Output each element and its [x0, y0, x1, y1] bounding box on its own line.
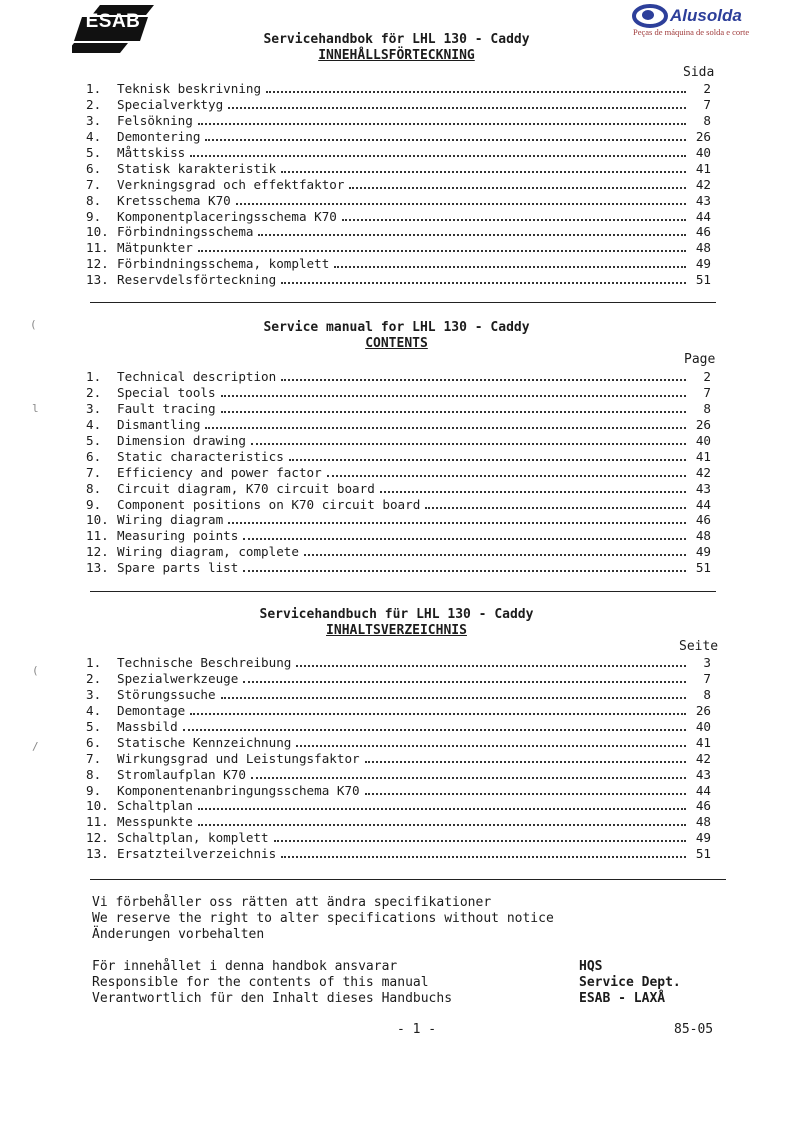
- dot-leader: [251, 433, 686, 445]
- dot-leader: [228, 512, 686, 524]
- dot-leader: [289, 449, 686, 461]
- toc-item-number: 7.: [86, 176, 102, 192]
- toc-item-page: 7: [703, 384, 711, 400]
- toc-item: [86, 369, 711, 385]
- toc-item-page: 43: [695, 192, 711, 208]
- toc-item: [86, 129, 711, 145]
- toc-item: [86, 560, 711, 576]
- toc-item-page: 40: [695, 432, 711, 448]
- toc-item-label: Wiring diagram, complete: [117, 544, 299, 560]
- toc-item-page: 42: [695, 176, 711, 192]
- toc-item: [86, 751, 711, 767]
- toc-item: [86, 512, 711, 528]
- toc-item: [86, 256, 711, 272]
- dot-leader: [205, 129, 686, 141]
- dot-leader: [198, 798, 686, 810]
- dot-leader: [190, 703, 686, 715]
- toc-item-label: Special tools: [117, 384, 216, 400]
- toc-item-page: 41: [695, 734, 711, 750]
- dot-leader: [304, 544, 686, 556]
- toc-list-en: [86, 369, 711, 576]
- toc-item-label: Verkningsgrad och effektfaktor: [117, 176, 345, 192]
- toc-item: [86, 145, 711, 161]
- toc-item-page: 44: [695, 782, 711, 798]
- dot-leader: [243, 528, 686, 540]
- toc-item-label: Ersatzteilverzeichnis: [117, 846, 277, 862]
- margin-mark: (: [32, 664, 39, 677]
- toc-item-number: 1.: [86, 81, 102, 96]
- responsibility-block: [92, 959, 452, 1007]
- toc-item-number: 8.: [86, 480, 102, 496]
- watermark-name: Alusolda: [670, 6, 742, 25]
- toc-item-page: 51: [695, 846, 711, 862]
- toc-item-page: 7: [703, 96, 711, 112]
- toc-item: [86, 449, 711, 465]
- dot-leader: [425, 497, 686, 509]
- toc-item-number: 1.: [86, 369, 102, 384]
- toc-item-label: Fault tracing: [117, 400, 216, 416]
- dot-leader: [198, 814, 686, 826]
- margin-mark: /: [32, 740, 39, 753]
- dot-leader: [380, 481, 686, 493]
- toc-item: [86, 671, 711, 687]
- toc-item-number: 1.: [86, 655, 102, 670]
- toc-item-page: 26: [695, 128, 711, 144]
- dot-leader: [365, 783, 686, 795]
- toc-item-page: 8: [703, 400, 711, 416]
- toc-item-page: 42: [695, 464, 711, 480]
- toc-item-label: Schaltplan, komplett: [117, 830, 269, 846]
- toc-item: [86, 161, 711, 177]
- toc-item: [86, 767, 711, 783]
- toc-item-page: 3: [703, 655, 711, 670]
- toc-item-page: 7: [703, 670, 711, 686]
- margin-mark: l: [32, 402, 39, 415]
- toc-item: [86, 224, 711, 240]
- toc-item-number: 5.: [86, 144, 102, 160]
- watermark-tagline: Peças de máquina de solda e corte: [633, 27, 750, 37]
- section-divider: [90, 879, 726, 880]
- toc-item: [86, 465, 711, 481]
- toc-item-label: Komponentenanbringungsschema K70: [117, 782, 360, 798]
- section-subtitle-sv: INNEHÅLLSFÖRTECKNING: [318, 48, 475, 63]
- toc-list-de: [86, 655, 711, 862]
- toc-item-label: Technische Beschreibung: [117, 655, 292, 670]
- toc-item-label: Spezialwerkzeuge: [117, 670, 239, 686]
- toc-item: [86, 272, 711, 288]
- dot-leader: [296, 735, 686, 747]
- toc-item-page: 26: [695, 416, 711, 432]
- toc-item-number: 9.: [86, 496, 102, 512]
- toc-item-label: Schaltplan: [117, 798, 193, 814]
- toc-item-page: 8: [703, 686, 711, 702]
- toc-item-page: 46: [695, 798, 711, 814]
- toc-item-label: Kretsschema K70: [117, 192, 231, 208]
- toc-item-page: 49: [695, 830, 711, 846]
- toc-item: [86, 703, 711, 719]
- toc-item: [86, 81, 711, 97]
- toc-item-label: Massbild: [117, 718, 178, 734]
- dot-leader: [349, 177, 686, 189]
- toc-item-label: Mätpunkter: [117, 240, 193, 256]
- department-block: [579, 959, 681, 1007]
- department-line: ESAB - LAXÅ: [579, 990, 666, 1006]
- toc-item-label: Störungssuche: [117, 686, 216, 702]
- toc-item-label: Dismantling: [117, 416, 201, 432]
- dot-leader: [365, 751, 686, 763]
- department-line: HQS: [579, 959, 603, 974]
- toc-item: [86, 719, 711, 735]
- dot-leader: [236, 193, 686, 205]
- toc-item-number: 2.: [86, 670, 102, 686]
- notice-line-en: We reserve the right to alter specifications without notice: [92, 910, 554, 926]
- toc-item-label: Förbindningsschema: [117, 224, 254, 240]
- toc-item-number: 4.: [86, 416, 102, 432]
- toc-item-label: Felsökning: [117, 112, 193, 128]
- dot-leader: [281, 846, 686, 858]
- toc-item-page: 2: [703, 81, 711, 96]
- toc-item-label: Static characteristics: [117, 448, 284, 464]
- margin-mark: (: [30, 318, 37, 331]
- toc-item: [86, 240, 711, 256]
- toc-item-label: Komponentplaceringsschema K70: [117, 208, 337, 224]
- toc-item: [86, 417, 711, 433]
- toc-item-number: 13.: [86, 272, 109, 288]
- toc-item: [86, 497, 711, 513]
- column-label-en: Page: [684, 352, 716, 367]
- toc-item-page: 49: [695, 544, 711, 560]
- dot-leader: [274, 830, 686, 842]
- toc-item-page: 48: [695, 814, 711, 830]
- notice-line-sv: Vi förbehåller oss rätten att ändra specifikationer: [92, 895, 492, 910]
- dot-leader: [296, 655, 686, 667]
- toc-item-page: 49: [695, 256, 711, 272]
- section-subtitle-de: INHALTSVERZEICHNIS: [326, 623, 467, 638]
- toc-item: [86, 528, 711, 544]
- toc-item: [86, 401, 711, 417]
- toc-item-label: Teknisk beskrivning: [117, 81, 262, 96]
- toc-item-page: 26: [695, 702, 711, 718]
- toc-item: [86, 655, 711, 671]
- toc-item: [86, 735, 711, 751]
- toc-item-label: Förbindningsschema, komplett: [117, 256, 330, 272]
- toc-item: [86, 687, 711, 703]
- toc-item-label: Technical description: [117, 369, 277, 384]
- toc-item-number: 3.: [86, 400, 102, 416]
- dot-leader: [183, 719, 686, 731]
- dot-leader: [198, 113, 686, 125]
- section-title-sv: Servicehandbok för LHL 130 - Caddy: [263, 32, 530, 47]
- toc-item-number: 5.: [86, 718, 102, 734]
- dot-leader: [281, 272, 686, 284]
- toc-item-page: 8: [703, 112, 711, 128]
- responsibility-line-de: Verantwortlich für den Inhalt dieses Handbuchs: [92, 990, 453, 1006]
- toc-item-label: Måttskiss: [117, 144, 186, 160]
- toc-item-label: Efficiency and power factor: [117, 464, 322, 480]
- toc-item: [86, 433, 711, 449]
- column-label-de: Seite: [679, 639, 719, 654]
- toc-item-label: Component positions on K70 circuit board: [117, 496, 421, 512]
- toc-item-label: Statisk karakteristik: [117, 160, 277, 176]
- dot-leader: [190, 145, 686, 157]
- toc-item: [86, 783, 711, 799]
- toc-item-number: 12.: [86, 544, 109, 560]
- toc-item-number: 10.: [86, 512, 109, 528]
- toc-item-number: 3.: [86, 686, 102, 702]
- toc-item-number: 3.: [86, 112, 102, 128]
- toc-item-number: 6.: [86, 448, 102, 464]
- section-title-en: Service manual for LHL 130 - Caddy: [263, 320, 530, 335]
- dot-leader: [221, 385, 686, 397]
- toc-item-label: Demontering: [117, 128, 201, 144]
- toc-item-label: Stromlaufplan K70: [117, 766, 246, 782]
- dot-leader: [342, 209, 686, 221]
- toc-item-page: 51: [695, 272, 711, 288]
- toc-item-number: 11.: [86, 528, 109, 544]
- toc-item-number: 12.: [86, 830, 109, 846]
- toc-item: [86, 113, 711, 129]
- toc-item-label: Statische Kennzeichnung: [117, 734, 292, 750]
- toc-item-number: 10.: [86, 224, 109, 240]
- notice-line-de: Änderungen vorbehalten: [92, 926, 265, 942]
- toc-item-page: 44: [695, 208, 711, 224]
- toc-item-label: Demontage: [117, 702, 186, 718]
- toc-item-number: 9.: [86, 208, 102, 224]
- alusolda-logo-icon: [632, 4, 668, 28]
- toc-item-label: Measuring points: [117, 528, 239, 544]
- toc-item-number: 6.: [86, 160, 102, 176]
- toc-item-page: 46: [695, 224, 711, 240]
- toc-item-page: 41: [695, 448, 711, 464]
- toc-item-number: 4.: [86, 128, 102, 144]
- toc-item-number: 9.: [86, 782, 102, 798]
- department-line: Service Dept.: [579, 974, 681, 990]
- toc-item: [86, 846, 711, 862]
- dot-leader: [251, 767, 686, 779]
- toc-item-page: 48: [695, 528, 711, 544]
- toc-item-label: Wiring diagram: [117, 512, 224, 528]
- toc-item-label: Wirkungsgrad und Leistungsfaktor: [117, 750, 360, 766]
- toc-list-sv: [86, 81, 711, 288]
- toc-item-number: 12.: [86, 256, 109, 272]
- toc-item-page: 40: [695, 718, 711, 734]
- dot-leader: [281, 369, 686, 381]
- toc-item-number: 10.: [86, 798, 109, 814]
- toc-item-number: 8.: [86, 766, 102, 782]
- toc-item: [86, 830, 711, 846]
- logo-text: ESAB: [85, 11, 141, 32]
- toc-item-page: 48: [695, 240, 711, 256]
- toc-item: [86, 481, 711, 497]
- toc-item-label: Spare parts list: [117, 560, 239, 576]
- section-divider: [90, 591, 716, 592]
- toc-item-number: 7.: [86, 464, 102, 480]
- toc-item-number: 4.: [86, 702, 102, 718]
- toc-item: [86, 814, 711, 830]
- toc-item-page: 46: [695, 512, 711, 528]
- toc-item-page: 44: [695, 496, 711, 512]
- toc-item-label: Specialverktyg: [117, 96, 224, 112]
- toc-item-page: 43: [695, 766, 711, 782]
- toc-item: [86, 177, 711, 193]
- dot-leader: [228, 97, 686, 109]
- toc-item-page: 51: [695, 560, 711, 576]
- dot-leader: [205, 417, 686, 429]
- toc-item-number: 2.: [86, 384, 102, 400]
- section-divider: [90, 302, 716, 303]
- dot-leader: [243, 560, 686, 572]
- toc-item-number: 2.: [86, 96, 102, 112]
- toc-item-page: 40: [695, 144, 711, 160]
- toc-item-page: 2: [703, 369, 711, 384]
- toc-item-number: 11.: [86, 814, 109, 830]
- dot-leader: [281, 161, 686, 173]
- toc-item-number: 13.: [86, 846, 109, 862]
- toc-item-number: 5.: [86, 432, 102, 448]
- dot-leader: [334, 256, 686, 268]
- section-title-de: Servicehandbuch für LHL 130 - Caddy: [259, 607, 534, 622]
- notice-block: [92, 895, 554, 943]
- column-label-sv: Sida: [683, 65, 715, 80]
- toc-item-label: Dimension drawing: [117, 432, 246, 448]
- dot-leader: [243, 671, 686, 683]
- toc-item: [86, 798, 711, 814]
- toc-item-number: 7.: [86, 750, 102, 766]
- toc-item: [86, 209, 711, 225]
- dot-leader: [198, 240, 686, 252]
- dot-leader: [327, 465, 686, 477]
- toc-item: [86, 385, 711, 401]
- responsibility-line-sv: För innehållet i denna handbok ansvarar: [92, 959, 398, 974]
- toc-item-label: Reservdelsförteckning: [117, 272, 277, 288]
- toc-item: [86, 193, 711, 209]
- responsibility-line-en: Responsible for the contents of this manual: [92, 974, 429, 990]
- date-code: 85-05: [674, 1022, 714, 1037]
- dot-leader: [221, 401, 686, 413]
- dot-leader: [221, 687, 686, 699]
- section-subtitle-en: CONTENTS: [365, 336, 428, 351]
- toc-item-page: 41: [695, 160, 711, 176]
- page-number: - 1 -: [397, 1022, 437, 1037]
- toc-item-number: 11.: [86, 240, 109, 256]
- toc-item-label: Messpunkte: [117, 814, 193, 830]
- toc-item-number: 8.: [86, 192, 102, 208]
- toc-item-number: 13.: [86, 560, 109, 576]
- toc-item: [86, 544, 711, 560]
- toc-item-page: 43: [695, 480, 711, 496]
- toc-item: [86, 97, 711, 113]
- toc-item-page: 42: [695, 750, 711, 766]
- toc-item-number: 6.: [86, 734, 102, 750]
- dot-leader: [258, 224, 686, 236]
- dot-leader: [266, 81, 686, 93]
- toc-item-label: Circuit diagram, K70 circuit board: [117, 480, 375, 496]
